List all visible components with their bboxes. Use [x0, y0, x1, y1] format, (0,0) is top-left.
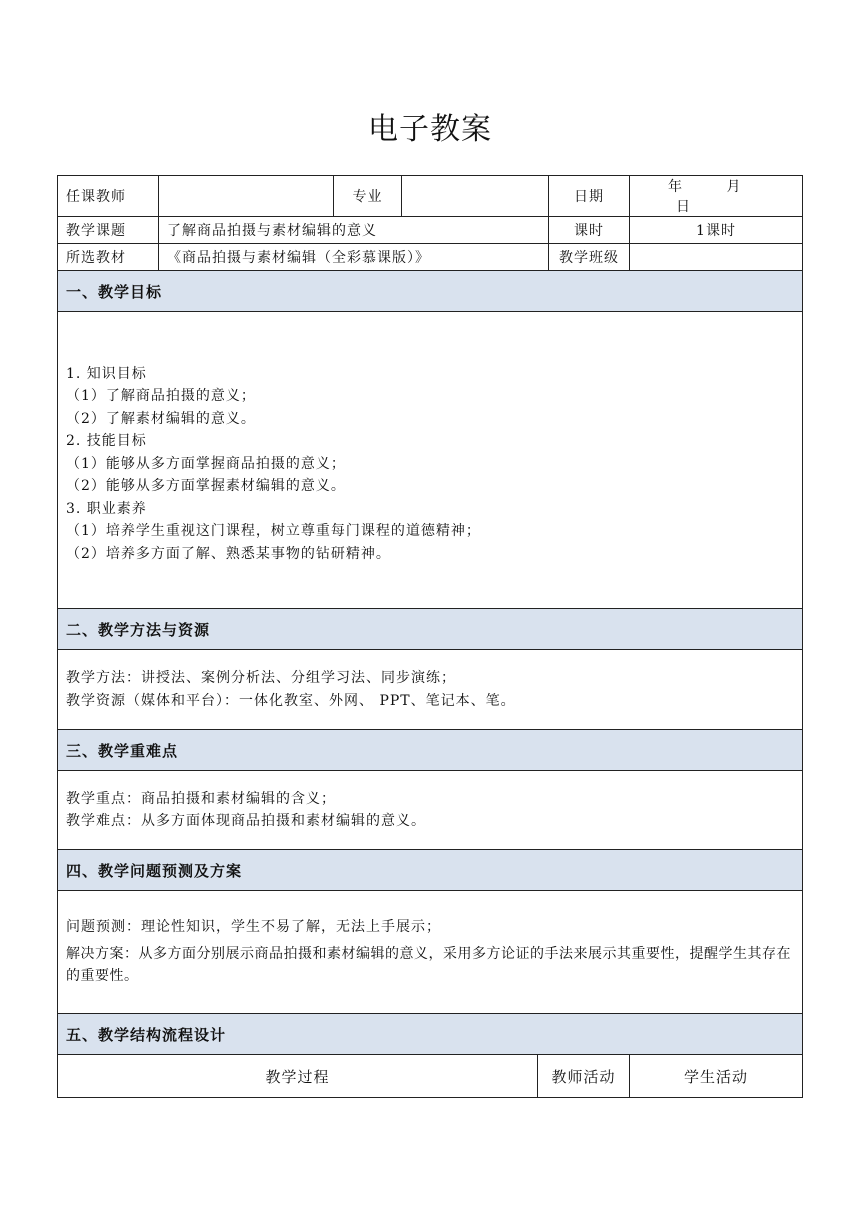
problems-line: 解决方案：从多方面分别展示商品拍摄和素材编辑的意义，采用多方论证的手法来展示其重要性，提醒学生其存在的重要性。	[66, 945, 791, 985]
info-row-topic	[58, 217, 803, 244]
topic-label: 教学课题	[58, 217, 159, 244]
info-row-teacher	[58, 176, 803, 217]
objective-line: 2. 技能目标	[66, 433, 147, 450]
section-keypoints-header	[58, 730, 803, 771]
textbook-label: 所选教材	[58, 244, 159, 271]
methods-content	[58, 650, 803, 730]
section-heading: 二、教学方法与资源	[58, 609, 803, 650]
topic-value: 了解商品拍摄与素材编辑的意义	[159, 217, 549, 244]
keypoints-line: 教学难点：从多方面体现商品拍摄和素材编辑的意义。	[66, 813, 426, 829]
problems-content	[58, 891, 803, 1014]
section-flow-header	[58, 1014, 803, 1055]
section-heading: 五、教学结构流程设计	[58, 1014, 803, 1055]
objective-line: 3. 职业素养	[66, 500, 147, 517]
textbook-value: 《商品拍摄与素材编辑（全彩慕课版）》	[159, 244, 549, 271]
major-label: 专业	[334, 176, 402, 217]
page-title: 电子教案	[368, 112, 492, 147]
section-objectives-header	[58, 271, 803, 312]
keypoints-content	[58, 771, 803, 850]
info-row-textbook	[58, 244, 803, 271]
section-keypoints-body	[58, 771, 803, 850]
objective-line: （2）培养多方面了解、熟悉某事物的钻研精神。	[66, 545, 391, 562]
problems-line: 问题预测：理论性知识，学生不易了解，无法上手展示；	[66, 919, 441, 936]
objective-line: （1）能够从多方面掌握商品拍摄的意义；	[66, 455, 346, 472]
methods-line: 教学方法：讲授法、案例分析法、分组学习法、同步演练；	[66, 670, 456, 686]
major-value	[402, 176, 549, 217]
section-methods-header	[58, 609, 803, 650]
flow-col-process: 教学过程	[58, 1055, 538, 1098]
lesson-plan-table	[57, 175, 803, 1098]
methods-line: 教学资源（媒体和平台）：一体化教室、外网、 PPT、笔记本、笔。	[66, 692, 516, 709]
section-heading: 四、教学问题预测及方案	[58, 850, 803, 891]
objective-line: （1）了解商品拍摄的意义；	[66, 388, 256, 405]
objective-line: （2）了解素材编辑的意义。	[66, 410, 256, 427]
hours-value: 1课时	[630, 217, 803, 244]
section-methods-body	[58, 650, 803, 730]
date-value	[630, 176, 803, 217]
date-label: 日期	[549, 176, 630, 217]
teacher-value	[159, 176, 334, 217]
date-day: 日	[676, 199, 691, 215]
objective-line: 1. 知识目标	[66, 365, 147, 382]
section-problems-body	[58, 891, 803, 1014]
objective-line: （1）培养学生重视这门课程，树立尊重每门课程的道德精神；	[66, 523, 481, 540]
flow-col-teacher: 教师活动	[538, 1055, 630, 1098]
objectives-content	[58, 312, 803, 609]
date-year: 年	[668, 179, 683, 195]
section-problems-header	[58, 850, 803, 891]
section-heading: 一、教学目标	[58, 271, 803, 312]
class-label: 教学班级	[549, 244, 630, 271]
section-objectives-body	[58, 312, 803, 609]
objective-line: （2）能够从多方面掌握素材编辑的意义。	[66, 478, 346, 495]
teacher-label: 任课教师	[58, 176, 159, 217]
section-heading: 三、教学重难点	[58, 730, 803, 771]
hours-label: 课时	[549, 217, 630, 244]
keypoints-line: 教学重点：商品拍摄和素材编辑的含义；	[66, 790, 336, 807]
date-month: 月	[726, 179, 742, 195]
flow-col-student: 学生活动	[630, 1055, 803, 1098]
class-value	[630, 244, 803, 271]
flow-columns-row	[58, 1055, 803, 1098]
